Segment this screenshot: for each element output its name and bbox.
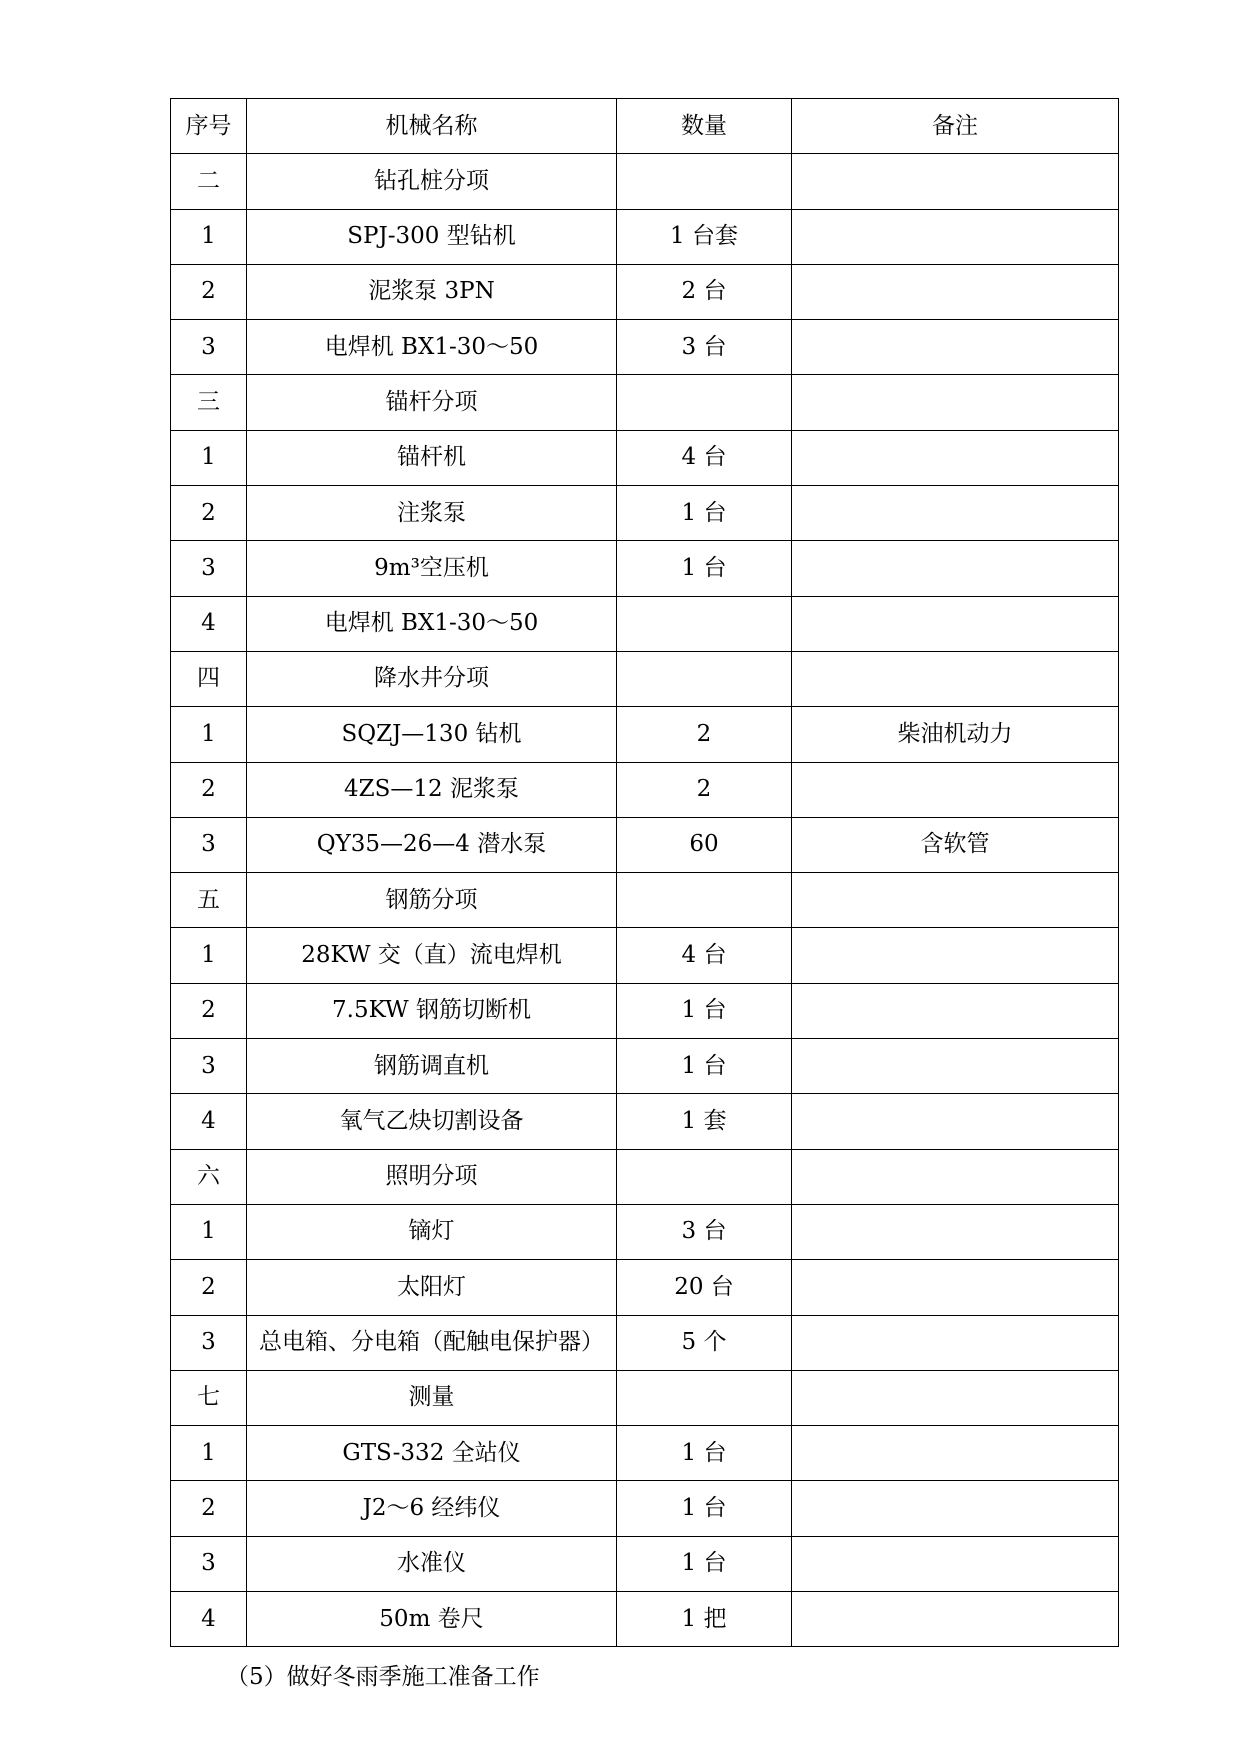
cell-serial-no: 3	[171, 541, 247, 596]
cell-serial-no: 1	[171, 928, 247, 983]
cell-machine-name: GTS-332 全站仪	[247, 1426, 617, 1481]
cell-remarks	[792, 1481, 1119, 1536]
table-row	[171, 873, 1119, 928]
table-row	[171, 1426, 1119, 1481]
cell-serial-no: 2	[171, 486, 247, 541]
table-row	[171, 430, 1119, 485]
cell-serial-no: 4	[171, 1592, 247, 1647]
cell-remarks	[792, 486, 1119, 541]
cell-machine-name: 钢筋分项	[247, 873, 617, 928]
table-row	[171, 1370, 1119, 1425]
cell-serial-no: 3	[171, 1315, 247, 1370]
cell-quantity: 5 个	[617, 1315, 792, 1370]
cell-machine-name: 测量	[247, 1370, 617, 1425]
table-row	[171, 1039, 1119, 1094]
cell-remarks	[792, 1204, 1119, 1259]
table-row	[171, 596, 1119, 651]
cell-serial-no: 二	[171, 154, 247, 209]
cell-machine-name: QY35—26—4 潜水泵	[247, 817, 617, 872]
cell-machine-name: 照明分项	[247, 1149, 617, 1204]
cell-quantity	[617, 873, 792, 928]
table-row	[171, 1149, 1119, 1204]
cell-quantity	[617, 651, 792, 706]
cell-serial-no: 三	[171, 375, 247, 430]
section-note: （5）做好冬雨季施工准备工作	[226, 1664, 540, 1690]
cell-quantity: 3 台	[617, 1204, 792, 1259]
cell-serial-no: 2	[171, 1260, 247, 1315]
cell-remarks	[792, 1592, 1119, 1647]
cell-quantity: 1 台套	[617, 209, 792, 264]
cell-quantity: 4 台	[617, 430, 792, 485]
cell-quantity: 1 套	[617, 1094, 792, 1149]
table-row	[171, 264, 1119, 319]
table-row	[171, 1094, 1119, 1149]
cell-quantity: 1 台	[617, 486, 792, 541]
cell-serial-no: 2	[171, 264, 247, 319]
cell-serial-no: 1	[171, 1204, 247, 1259]
cell-remarks	[792, 209, 1119, 264]
cell-quantity: 20 台	[617, 1260, 792, 1315]
cell-machine-name: 4ZS—12 泥浆泵	[247, 762, 617, 817]
table-row	[171, 1592, 1119, 1647]
table-body	[171, 154, 1119, 1647]
cell-remarks	[792, 983, 1119, 1038]
cell-machine-name: 泥浆泵 3PN	[247, 264, 617, 319]
cell-remarks	[792, 651, 1119, 706]
cell-machine-name: 镝灯	[247, 1204, 617, 1259]
table-row	[171, 762, 1119, 817]
cell-remarks	[792, 1149, 1119, 1204]
table-row	[171, 486, 1119, 541]
table-row	[171, 928, 1119, 983]
cell-remarks	[792, 1039, 1119, 1094]
cell-quantity: 1 台	[617, 1536, 792, 1591]
cell-machine-name: 水准仪	[247, 1536, 617, 1591]
cell-remarks	[792, 541, 1119, 596]
cell-remarks	[792, 762, 1119, 817]
table-row	[171, 375, 1119, 430]
cell-remarks	[792, 430, 1119, 485]
cell-machine-name: SQZJ—130 钻机	[247, 707, 617, 762]
cell-quantity	[617, 1370, 792, 1425]
cell-serial-no: 4	[171, 596, 247, 651]
cell-quantity: 1 把	[617, 1592, 792, 1647]
cell-remarks	[792, 596, 1119, 651]
cell-serial-no: 1	[171, 209, 247, 264]
cell-serial-no: 1	[171, 1426, 247, 1481]
cell-machine-name: 电焊机 BX1-30～50	[247, 596, 617, 651]
cell-quantity: 1 台	[617, 983, 792, 1038]
cell-serial-no: 2	[171, 762, 247, 817]
header-quantity: 数量	[617, 99, 792, 154]
cell-serial-no: 3	[171, 817, 247, 872]
cell-serial-no: 五	[171, 873, 247, 928]
table-row	[171, 541, 1119, 596]
cell-serial-no: 4	[171, 1094, 247, 1149]
cell-quantity: 3 台	[617, 320, 792, 375]
cell-machine-name: 钢筋调直机	[247, 1039, 617, 1094]
cell-machine-name: J2～6 经纬仪	[247, 1481, 617, 1536]
cell-machine-name: 降水井分项	[247, 651, 617, 706]
cell-remarks	[792, 1370, 1119, 1425]
cell-remarks	[792, 1426, 1119, 1481]
cell-machine-name: 钻孔桩分项	[247, 154, 617, 209]
cell-serial-no: 1	[171, 707, 247, 762]
cell-remarks	[792, 1536, 1119, 1591]
cell-serial-no: 六	[171, 1149, 247, 1204]
table-row	[171, 320, 1119, 375]
header-remarks: 备注	[792, 99, 1119, 154]
cell-quantity: 1 台	[617, 541, 792, 596]
cell-quantity: 2	[617, 707, 792, 762]
cell-remarks	[792, 154, 1119, 209]
cell-machine-name: 锚杆机	[247, 430, 617, 485]
cell-remarks	[792, 1260, 1119, 1315]
cell-machine-name: SPJ-300 型钻机	[247, 209, 617, 264]
cell-machine-name: 9m³空压机	[247, 541, 617, 596]
cell-machine-name: 电焊机 BX1-30～50	[247, 320, 617, 375]
cell-quantity: 1 台	[617, 1481, 792, 1536]
cell-remarks	[792, 1094, 1119, 1149]
cell-quantity	[617, 154, 792, 209]
cell-quantity	[617, 375, 792, 430]
cell-serial-no: 1	[171, 430, 247, 485]
table-row	[171, 983, 1119, 1038]
table-row	[171, 209, 1119, 264]
cell-quantity: 2	[617, 762, 792, 817]
table-row	[171, 1481, 1119, 1536]
table-row	[171, 154, 1119, 209]
cell-quantity	[617, 1149, 792, 1204]
table-row	[171, 651, 1119, 706]
cell-remarks	[792, 264, 1119, 319]
cell-quantity: 1 台	[617, 1039, 792, 1094]
table-row	[171, 1536, 1119, 1591]
cell-machine-name: 氧气乙炔切割设备	[247, 1094, 617, 1149]
cell-machine-name: 太阳灯	[247, 1260, 617, 1315]
table-row	[171, 817, 1119, 872]
cell-machine-name: 总电箱、分电箱（配触电保护器）	[247, 1315, 617, 1370]
cell-quantity: 60	[617, 817, 792, 872]
cell-serial-no: 3	[171, 1039, 247, 1094]
cell-remarks: 柴油机动力	[792, 707, 1119, 762]
table-header	[171, 99, 1119, 154]
cell-serial-no: 3	[171, 320, 247, 375]
cell-remarks	[792, 928, 1119, 983]
table-row	[171, 707, 1119, 762]
cell-quantity: 1 台	[617, 1426, 792, 1481]
table-row	[171, 1260, 1119, 1315]
cell-machine-name: 锚杆分项	[247, 375, 617, 430]
cell-machine-name: 28KW 交（直）流电焊机	[247, 928, 617, 983]
table-row	[171, 1204, 1119, 1259]
cell-remarks	[792, 1315, 1119, 1370]
cell-serial-no: 2	[171, 983, 247, 1038]
cell-machine-name: 注浆泵	[247, 486, 617, 541]
cell-serial-no: 2	[171, 1481, 247, 1536]
equipment-table	[170, 98, 1119, 1647]
header-row	[171, 99, 1119, 154]
cell-remarks	[792, 320, 1119, 375]
cell-remarks: 含软管	[792, 817, 1119, 872]
cell-serial-no: 七	[171, 1370, 247, 1425]
cell-machine-name: 7.5KW 钢筋切断机	[247, 983, 617, 1038]
cell-machine-name: 50m 卷尺	[247, 1592, 617, 1647]
cell-serial-no: 3	[171, 1536, 247, 1591]
table-row	[171, 1315, 1119, 1370]
cell-quantity	[617, 596, 792, 651]
cell-quantity: 2 台	[617, 264, 792, 319]
header-serial-no: 序号	[171, 99, 247, 154]
header-machine-name: 机械名称	[247, 99, 617, 154]
cell-remarks	[792, 873, 1119, 928]
cell-serial-no: 四	[171, 651, 247, 706]
cell-remarks	[792, 375, 1119, 430]
cell-quantity: 4 台	[617, 928, 792, 983]
